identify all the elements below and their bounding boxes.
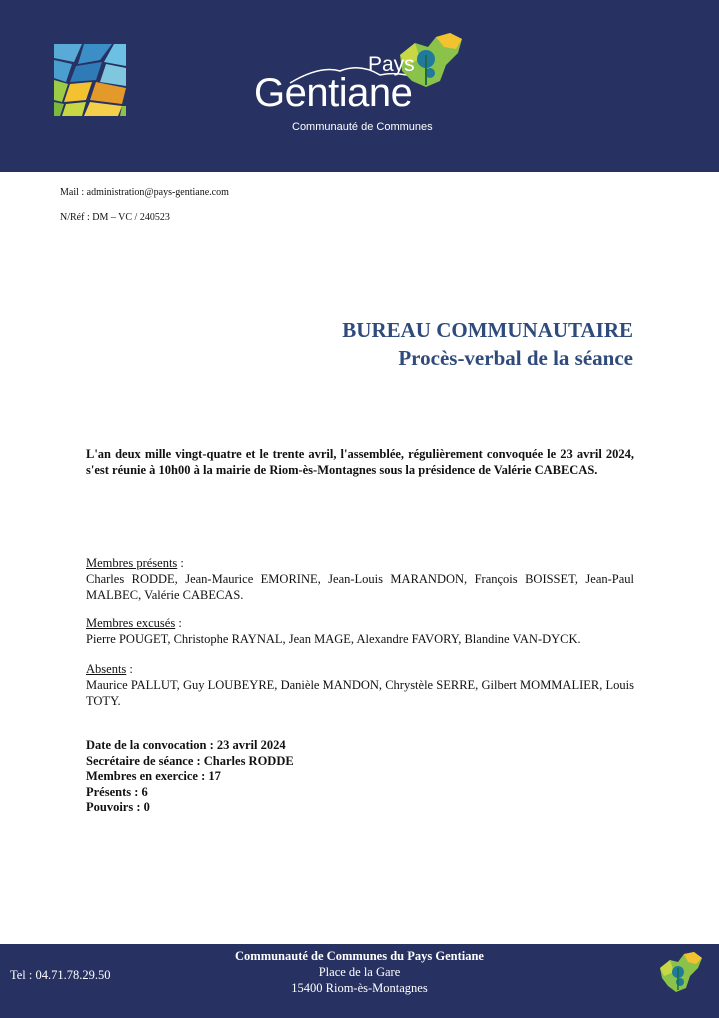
reference-number: N/Réf : DM – VC / 240523 (60, 212, 170, 223)
footer-org-name: Communauté de Communes du Pays Gentiane (235, 949, 484, 963)
title-line-2: Procès-verbal de la séance (398, 346, 633, 370)
session-secretary: Secrétaire de séance : Charles RODDE (86, 753, 294, 768)
mosaic-logo-icon (52, 42, 128, 118)
intro-paragraph: L'an deux mille vingt-quatre et le trente avril, l'assemblée, régulièrement convoquée le 23 avril 2024, s'est réunie à 10h00 à la mairie de Riom-ès-Montagnes sous la présidence de Valérie CABECAS. (86, 447, 634, 477)
members-present-label: Membres présents (86, 556, 178, 570)
members-excused-colon: : (175, 616, 182, 630)
members-excused-list: Pierre POUGET, Christophe RAYNAL, Jean MAGE, Alexandre FAVORY, Blandine VAN-DYCK. (86, 632, 581, 646)
header-banner (0, 0, 719, 172)
logo-word-pays: Pays (368, 53, 415, 76)
members-excused-section (86, 615, 634, 647)
footer-address (0, 948, 719, 996)
title-line-1: BUREAU COMMUNAUTAIRE (342, 318, 633, 342)
footer-phone: Tel : 04.71.78.29.50 (10, 968, 111, 982)
absent-section (86, 661, 634, 709)
footer-banner (0, 944, 719, 1018)
contact-mail: Mail : administration@pays-gentiane.com (60, 187, 229, 198)
members-present-section (86, 555, 634, 603)
members-excused-label: Membres excusés (86, 616, 176, 630)
absent-list: Maurice PALLUT, Guy LOUBEYRE, Danièle MANDON, Chrystèle SERRE, Gilbert MOMMALIER, Louis TOTY. (86, 678, 634, 708)
footer-map-icon (656, 950, 706, 996)
pays-gentiane-logo (250, 25, 475, 140)
logo-word-gentiane: Gentiane (254, 71, 413, 115)
footer-address-line-1: Place de la Gare (318, 965, 401, 979)
absent-colon: : (126, 662, 133, 676)
convocation-date: Date de la convocation : 23 avril 2024 (86, 738, 286, 752)
proxies-count: Pouvoirs : 0 (86, 800, 150, 814)
members-present-list: Charles RODDE, Jean-Maurice EMORINE, Jean-Louis MARANDON, François BOISSET, Jean-Paul MALBEC, Valérie CABECAS. (86, 572, 634, 602)
present-count: Présents : 6 (86, 784, 148, 799)
members-present-colon: : (177, 556, 184, 570)
footer-address-line-2: 15400 Riom-ès-Montagnes (291, 981, 428, 995)
meeting-facts (86, 738, 294, 816)
document-title (342, 316, 633, 372)
members-in-office: Membres en exercice : 17 (86, 769, 221, 783)
absent-label: Absents (86, 662, 127, 676)
logo-subtitle: Communauté de Communes (292, 121, 433, 133)
